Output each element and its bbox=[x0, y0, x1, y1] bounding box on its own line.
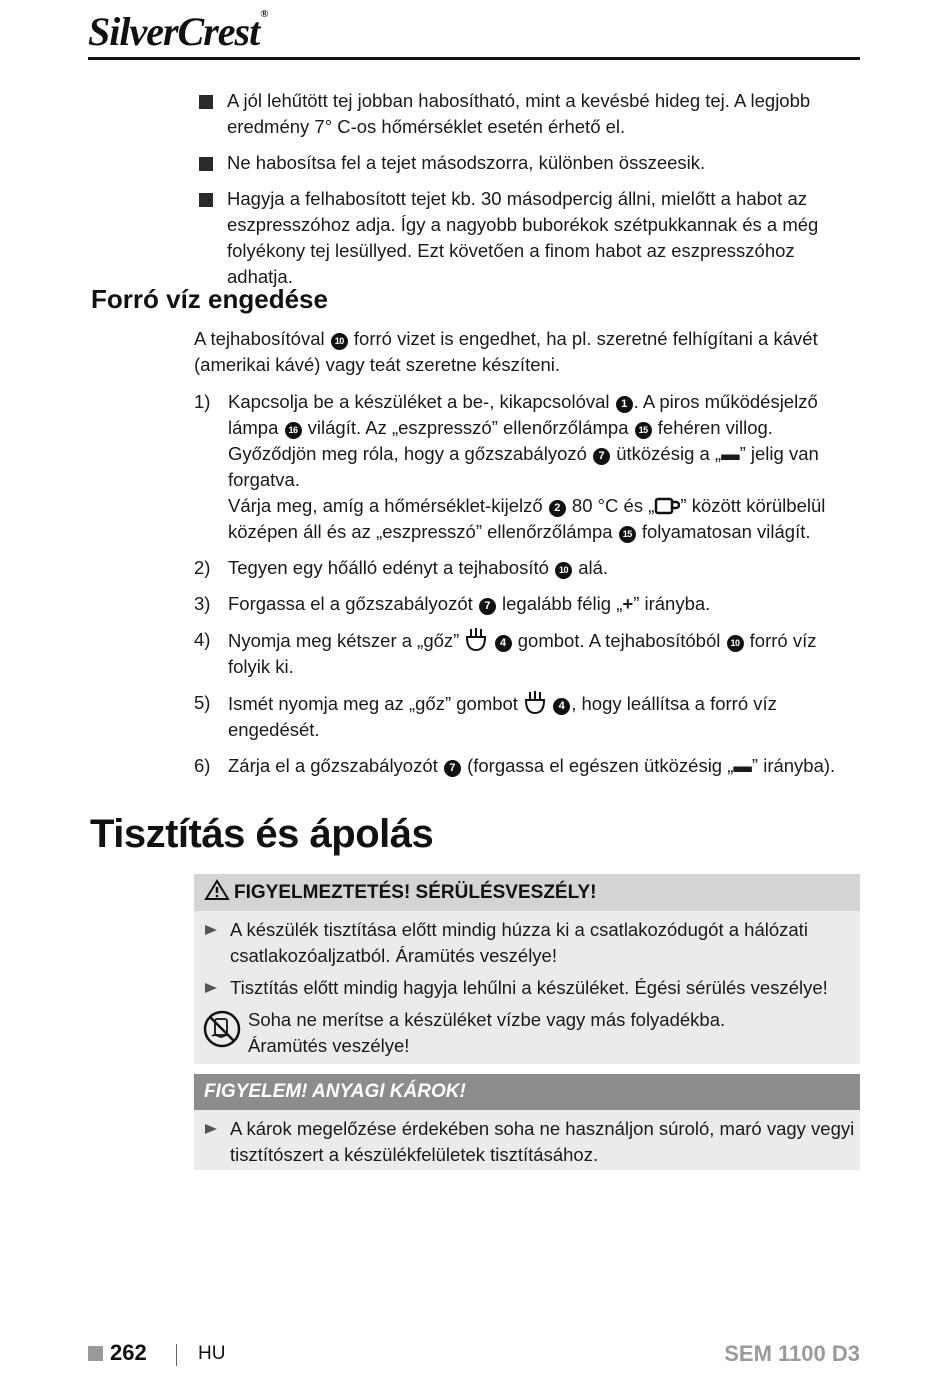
warning-list bbox=[194, 917, 860, 1001]
step-item: 1) Kapcsolja be a készüléket a be-, kikapcsolóval 1 . A piros működésjelző lámpa 16 világít. Az „eszpresszó” ellenőrzőlámpa 15 fehéren villog. Győződjön meg róla, hogy a gőzszabályozó 7 ütközésig a „▬” jelig van forgatva. Várja meg, amíg a hőmérséklet-kijelző 2 80 °C és „ ” között körülbelül középen áll és az „eszpresszó” ellenőrzőlámpa 15 folyamatosan világít. bbox=[194, 391, 826, 542]
warning-header: FIGYELMEZTETÉS! SÉRÜLÉSVESZÉLY! bbox=[194, 874, 860, 911]
tips-list bbox=[199, 88, 864, 300]
no-immersion-icon bbox=[202, 1009, 242, 1049]
ref-badge: 15 bbox=[635, 422, 652, 439]
section-heading-hot-water: Forró víz engedése bbox=[91, 284, 328, 314]
tip-item: Ne habosítsa fel a tejet másodszorra, különben összeesik. bbox=[199, 150, 864, 176]
ref-badge: 7 bbox=[479, 598, 496, 615]
ref-badge: 15 bbox=[619, 526, 636, 543]
model-number: SEM 1100 D3 bbox=[724, 1341, 860, 1366]
page-number: 262 bbox=[110, 1340, 147, 1365]
ref-badge: 10 bbox=[331, 333, 348, 350]
warning-item: A készülék tisztítása előtt mindig húzza ki a csatlakozódugót a hálózati csatlakozóaljzatból. Áramütés veszélye! bbox=[194, 917, 860, 969]
warning-box bbox=[194, 874, 860, 1064]
minus-symbol: ▬ bbox=[721, 443, 740, 464]
no-water-notice: Soha ne merítse a készüléket vízbe vagy más folyadékba. Áramütés veszélye! bbox=[194, 1007, 860, 1059]
steam-hand-icon bbox=[523, 690, 547, 716]
header-rule bbox=[88, 57, 860, 60]
warning-item: Tisztítás előtt mindig hagyja lehűlni a készüléket. Égési sérülés veszélye! bbox=[194, 975, 860, 1001]
step-item: 2) Tegyen egy hőálló edényt a tejhabosító 10 alá. bbox=[194, 557, 609, 578]
ref-badge: 4 bbox=[553, 698, 570, 715]
ref-badge: 1 bbox=[616, 396, 633, 413]
step-item: 5) Ismét nyomja meg az „gőz” gombot 4 , hogy leállítsa a forró víz engedését. bbox=[194, 692, 777, 740]
ref-badge: 10 bbox=[727, 635, 744, 652]
step-item: 6) Zárja el a gőzszabályozót 7 (forgassa el egészen ütközésig „▬” irányba). bbox=[194, 755, 836, 776]
brand-logo: SilverCrest® bbox=[88, 8, 268, 54]
ref-badge: 4 bbox=[495, 635, 512, 652]
ref-badge: 16 bbox=[285, 422, 302, 439]
steps-list bbox=[194, 389, 859, 789]
plus-symbol: + bbox=[622, 593, 634, 614]
caution-header: FIGYELEM! ANYAGI KÁROK! bbox=[194, 1074, 860, 1110]
footer-square bbox=[88, 1346, 103, 1361]
caution-list bbox=[194, 1116, 860, 1168]
cup-icon bbox=[654, 497, 680, 515]
ref-badge: 10 bbox=[555, 562, 572, 579]
minus-symbol: ▬ bbox=[733, 755, 752, 776]
tip-item: Hagyja a felhabosított tejet kb. 30 másodpercig állni, mielőtt a habot az eszpresszóhoz adja. Így a nagyobb buborékok szétpukkannak és a még folyékony tej lesüllyed. Ezt követően a finom habot az eszpresszóhoz adhatja. bbox=[199, 186, 864, 290]
language-code: HU bbox=[198, 1343, 226, 1364]
ref-badge: 7 bbox=[593, 448, 610, 465]
step-item: 4) Nyomja meg kétszer a „gőz” 4 gombot. A tejhabosítóból 10 forró víz folyik ki. bbox=[194, 629, 817, 677]
hot-water-intro: A tejhabosítóval 10 forró vizet is engedhet, ha pl. szeretné felhígítani a kávét (amerikai kávé) vagy teát szeretne készíteni. bbox=[194, 328, 818, 375]
step-item: 3) Forgassa el a gőzszabályozót 7 legalább félig „+” irányba. bbox=[194, 593, 711, 614]
ref-badge: 2 bbox=[549, 500, 566, 517]
tip-item: A jól lehűtött tej jobban habosítható, mint a kevésbé hideg tej. A legjobb eredmény 7° C-os hőmérséklet esetén érhető el. bbox=[199, 88, 864, 140]
warning-triangle-icon bbox=[204, 879, 230, 901]
caution-item: A károk megelőzése érdekében soha ne használjon súroló, maró vagy vegyi tisztítószert a készülékfelületek tisztításához. bbox=[194, 1116, 860, 1168]
ref-badge: 7 bbox=[444, 760, 461, 777]
footer-separator bbox=[176, 1344, 177, 1366]
caution-box bbox=[194, 1074, 860, 1170]
section-heading-cleaning: Tisztítás és ápolás bbox=[90, 812, 434, 856]
steam-hand-icon bbox=[464, 627, 488, 653]
